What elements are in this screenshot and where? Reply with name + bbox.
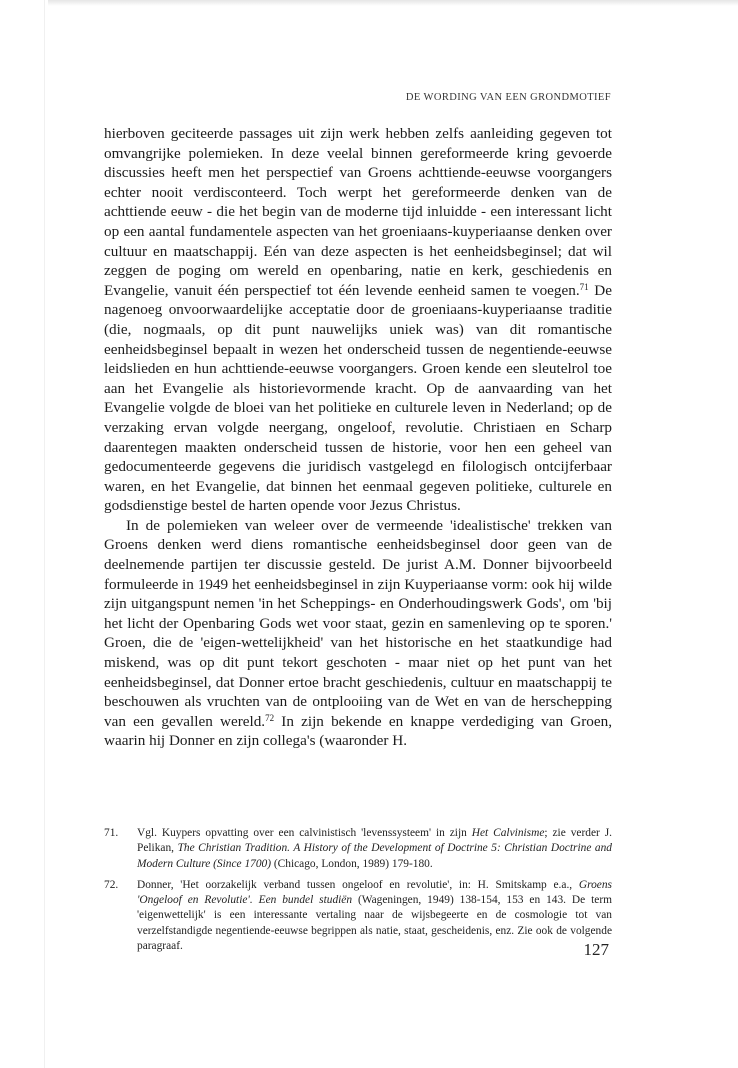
paragraph-2-text-b: In zijn bekende en knappe verdediging van Groen, waarin hij Donner en zijn collega's (waaronder H. bbox=[104, 712, 612, 750]
footnote-text bbox=[137, 827, 612, 870]
running-head: DE WORDING VAN EEN GRONDMOTIEF bbox=[405, 92, 611, 103]
main-text bbox=[104, 124, 612, 751]
page-number: 127 bbox=[583, 940, 609, 959]
footnote-number: 71. bbox=[104, 827, 119, 839]
paragraph-2 bbox=[104, 516, 612, 751]
page-gutter-edge bbox=[44, 0, 45, 1068]
footnote-title-italic: Groens 'Ongeloof en Revolutie'. Een bundel studiën bbox=[137, 878, 612, 907]
paragraph-1 bbox=[104, 124, 612, 516]
footnote-71 bbox=[104, 826, 612, 872]
footnote-text-part: (Chicago, London, 1989) 179-180. bbox=[271, 857, 433, 870]
footnote-text-part: ; zie verder J. Pelikan, bbox=[137, 827, 613, 855]
paragraph-2-text-a: In de polemieken van weleer over de vermeende 'idealistische' trekken van Groens denken werd diens romantische eenheidsbeginsel door geen van de deelnemende partijen ter discussie gesteld. De jurist A.M. Donner bijvoorbeeld formuleerde in 1949 het eenheidsbeginsel in zijn Kuyperiaanse vorm: ook hij wilde zijn uitgangspunt nemen 'in het Scheppings- en Onderhoudingswerk Gods', om 'bij het licht der Openbaring Gods wet voor staat, gezin en samenleving op te sporen.' Groen, die de 'eigen-wettelijkheid' van het historische en het staatkundige had miskend, was op dit punt tekort geschoten - maar niet op het punt van het eenheidsbeginsel, dat Donner ertoe bracht geschiedenis, cultuur en maatschappij te beschouwen als vruchten van de ontplooiing van de Wet en van de herschepping van een gevallen wereld. bbox=[104, 516, 612, 730]
footnote-text bbox=[137, 879, 612, 952]
footnote-title-italic: The Christian Tradition. A History of the Development of Doctrine 5: Christian Doctrine and Modern Culture (Since 1700) bbox=[137, 842, 612, 870]
footnote-ref-72: 72 bbox=[265, 712, 275, 723]
footnote-72 bbox=[104, 878, 612, 954]
footnote-number: 72. bbox=[104, 878, 119, 891]
footnote-text-part: (Wageningen, 1949) 138-154, 153 en 143. De term 'eigenwettelijk' is een interessante vertaling naar de wijsbegeerte en de cosmologie tot van verzelfstandigde negentiende-eeuwse begrippen als natie, staat, gescheidenis, enz. Zie ook de volgende paragraaf. bbox=[137, 894, 612, 953]
footnotes bbox=[104, 826, 612, 960]
footnote-text-part: Donner, 'Het oorzakelijk verband tussen ongeloof en revolutie', in: H. Smitskamp e.a., bbox=[137, 878, 579, 891]
paragraph-1-text-a: hierboven geciteerde passages uit zijn werk hebben zelfs aanleiding gegeven tot omvangrijke polemieken. In deze veelal binnen gereformeerde kring gevoerde discussies heeft men het perspectief van Groens achttiende-eeuwse voorgangers echter nooit verdisconteerd. Toch werpt het gereformeerde denken van de achttiende eeuw - die het begin van de moderne tijd inluidde - een interessant licht op een aantal fundamentele aspecten van het groeniaans-kuyperiaanse denken over cultuur en maatschappij. Eén van deze aspecten is het eenheidsbeginsel; dat wil zeggen de poging om wereld en openbaring, natie en kerk, geschiedenis en Evangelie, vanuit één perspectief tot één levende eenheid samen te voegen. bbox=[104, 125, 612, 299]
footnote-ref-71: 71 bbox=[579, 281, 589, 292]
footnote-text-part: Vgl. Kuypers opvatting over een calvinistisch 'levenssysteem' in zijn bbox=[137, 827, 472, 839]
footnote-title-italic: Het Calvinisme bbox=[471, 827, 545, 839]
page-top-edge bbox=[48, 0, 738, 6]
paragraph-1-text-b: De nagenoeg onvoorwaardelijke acceptatie door de groeniaans-kuyperiaanse traditie (die, nogmaals, op dit punt nauwelijks uniek was) van dit romantische eenheidsbeginsel bepaalt in wezen het onderscheid tussen de negentiende-eeuwse leidslieden en hun achttiende-eeuwse voorgangers. Groen kende een sleutelrol toe aan het Evangelie als historievormende kracht. Op de aanvaarding van het Evangelie volgde de bloei van het politieke en culturele leven in Nederland; op de verzaking ervan volgde neergang, ongeloof, revolutie. Christiaen en Scharp daarentegen maakten onderscheid tussen de historie, voor hen een geheel van gedocumenteerde gegevens die juridisch vastgelegd en filologisch ontcijferbaar waren, en het Evangelie, dat binnen het eenmaal gegeven politieke, culturele en godsdienstige bestel de harten opende voor Jezus Christus. bbox=[104, 281, 612, 515]
